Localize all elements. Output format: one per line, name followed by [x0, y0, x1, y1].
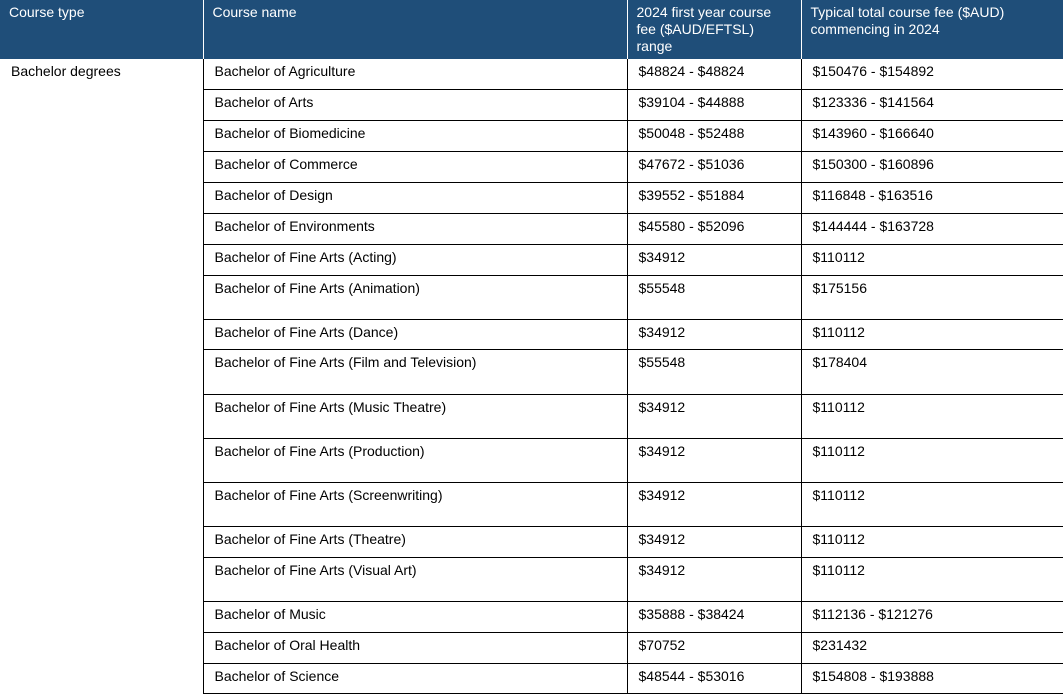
course-name-cell: Bachelor of Fine Arts (Film and Television)	[203, 349, 627, 394]
course-type-cell: Bachelor degrees	[0, 59, 203, 693]
first-year-fee-cell: $39104 - $44888	[627, 89, 801, 120]
first-year-fee-cell: $48544 - $53016	[627, 663, 801, 693]
first-year-fee-cell: $34912	[627, 526, 801, 557]
first-year-fee-cell: $39552 - $51884	[627, 182, 801, 213]
first-year-fee-cell: $55548	[627, 349, 801, 394]
course-name-cell: Bachelor of Fine Arts (Animation)	[203, 275, 627, 319]
first-year-fee-cell: $34912	[627, 319, 801, 349]
total-fee-cell: $110112	[801, 394, 1063, 438]
first-year-fee-cell: $34912	[627, 244, 801, 275]
course-name-cell: Bachelor of Arts	[203, 89, 627, 120]
course-name-cell: Bachelor of Science	[203, 663, 627, 693]
course-name-cell: Bachelor of Fine Arts (Music Theatre)	[203, 394, 627, 438]
total-fee-cell: $154808 - $193888	[801, 663, 1063, 693]
first-year-fee-cell: $70752	[627, 632, 801, 663]
total-fee-cell: $110112	[801, 244, 1063, 275]
first-year-fee-cell: $35888 - $38424	[627, 601, 801, 632]
total-fee-cell: $110112	[801, 526, 1063, 557]
course-name-cell: Bachelor of Commerce	[203, 151, 627, 182]
total-fee-cell: $123336 - $141564	[801, 89, 1063, 120]
course-name-cell: Bachelor of Environments	[203, 213, 627, 244]
first-year-fee-cell: $34912	[627, 557, 801, 601]
first-year-fee-cell: $34912	[627, 482, 801, 526]
header-course-name: Course name	[203, 0, 627, 59]
course-name-cell: Bachelor of Fine Arts (Dance)	[203, 319, 627, 349]
first-year-fee-cell: $50048 - $52488	[627, 120, 801, 151]
course-name-cell: Bachelor of Fine Arts (Acting)	[203, 244, 627, 275]
total-fee-cell: $110112	[801, 557, 1063, 601]
course-name-cell: Bachelor of Fine Arts (Visual Art)	[203, 557, 627, 601]
header-course-type: Course type	[0, 0, 203, 59]
header-first-year-fee: 2024 first year course fee ($AUD/EFTSL) range	[627, 0, 801, 59]
table-body	[0, 59, 1063, 693]
course-name-cell: Bachelor of Fine Arts (Screenwriting)	[203, 482, 627, 526]
first-year-fee-cell: $45580 - $52096	[627, 213, 801, 244]
total-fee-cell: $144444 - $163728	[801, 213, 1063, 244]
header-total-fee: Typical total course fee ($AUD) commencing in 2024	[801, 0, 1063, 59]
table-row	[0, 59, 1063, 89]
total-fee-cell: $150476 - $154892	[801, 59, 1063, 89]
total-fee-cell: $178404	[801, 349, 1063, 394]
first-year-fee-cell: $34912	[627, 394, 801, 438]
first-year-fee-cell: $55548	[627, 275, 801, 319]
course-name-cell: Bachelor of Oral Health	[203, 632, 627, 663]
first-year-fee-cell: $34912	[627, 438, 801, 482]
course-name-cell: Bachelor of Fine Arts (Production)	[203, 438, 627, 482]
total-fee-cell: $110112	[801, 319, 1063, 349]
course-name-cell: Bachelor of Design	[203, 182, 627, 213]
course-name-cell: Bachelor of Biomedicine	[203, 120, 627, 151]
course-name-cell: Bachelor of Fine Arts (Theatre)	[203, 526, 627, 557]
course-name-cell: Bachelor of Music	[203, 601, 627, 632]
total-fee-cell: $175156	[801, 275, 1063, 319]
total-fee-cell: $110112	[801, 438, 1063, 482]
header-row	[0, 0, 1063, 59]
first-year-fee-cell: $47672 - $51036	[627, 151, 801, 182]
course-name-cell: Bachelor of Agriculture	[203, 59, 627, 89]
first-year-fee-cell: $48824 - $48824	[627, 59, 801, 89]
table-header	[0, 0, 1063, 59]
total-fee-cell: $112136 - $121276	[801, 601, 1063, 632]
total-fee-cell: $143960 - $166640	[801, 120, 1063, 151]
total-fee-cell: $150300 - $160896	[801, 151, 1063, 182]
total-fee-cell: $231432	[801, 632, 1063, 663]
total-fee-cell: $110112	[801, 482, 1063, 526]
total-fee-cell: $116848 - $163516	[801, 182, 1063, 213]
